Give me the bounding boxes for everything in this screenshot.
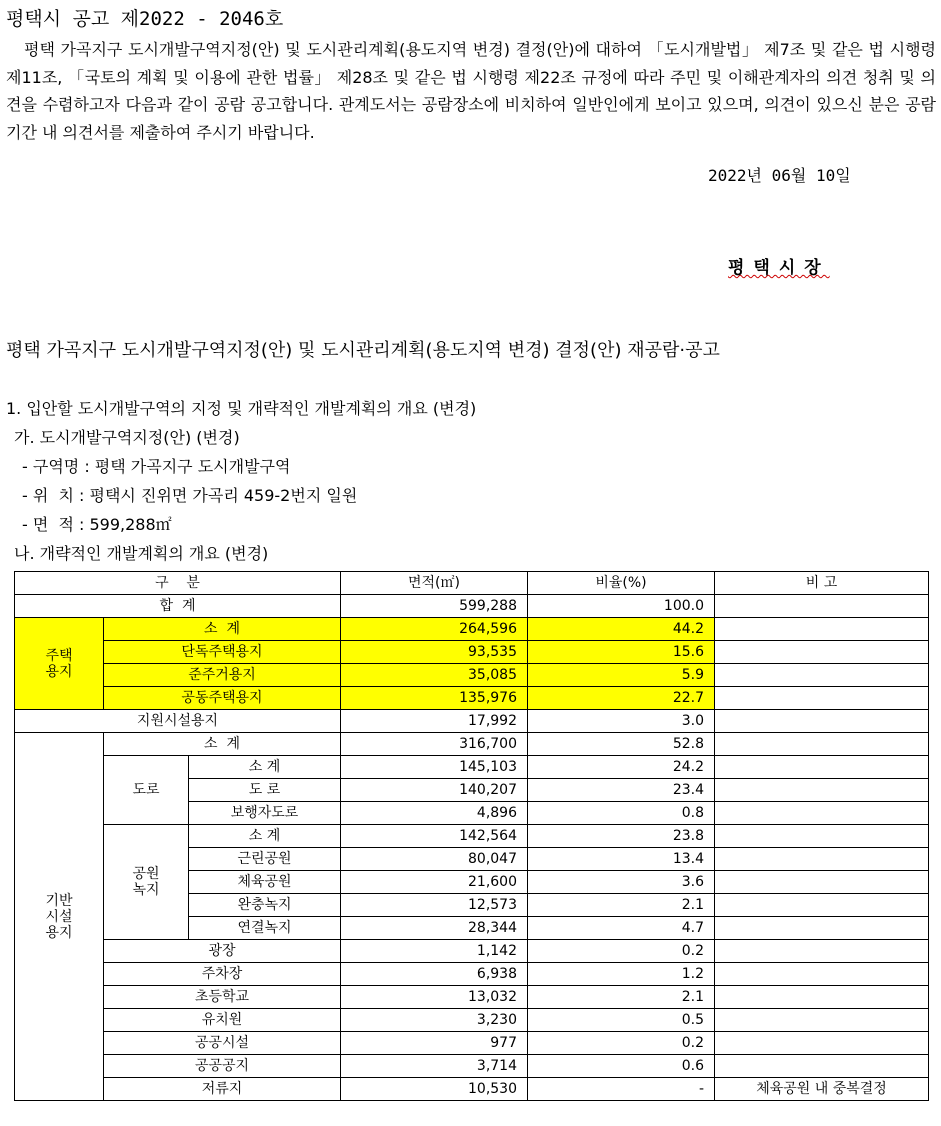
- row-label: 지원시설용지: [15, 710, 341, 733]
- table-row: [15, 1055, 929, 1078]
- row-area: 145,103: [341, 756, 528, 779]
- row-note: [715, 917, 929, 940]
- row-area: 264,596: [341, 618, 528, 641]
- section1-sub-b: 나. 개략적인 개발계획의 개요 (변경): [14, 544, 269, 563]
- row-note: [715, 940, 929, 963]
- row-note: [715, 1009, 929, 1032]
- table-row: [15, 940, 929, 963]
- row-label: 합 계: [15, 595, 341, 618]
- row-note: [715, 733, 929, 756]
- row-area: 10,530: [341, 1078, 528, 1101]
- header-area: 면적(㎡): [341, 572, 528, 595]
- row-label: 준주거용지: [104, 664, 341, 687]
- row-label: 소 계: [104, 618, 341, 641]
- row-note: [715, 825, 929, 848]
- row-note: [715, 664, 929, 687]
- row-label: 주차장: [104, 963, 341, 986]
- row-area: 3,230: [341, 1009, 528, 1032]
- row-note: [715, 687, 929, 710]
- table-row: [15, 641, 929, 664]
- row-area: 599,288: [341, 595, 528, 618]
- row-ratio: 23.4: [528, 779, 715, 802]
- row-area: 1,142: [341, 940, 528, 963]
- notice-date: 2022년 06월 10일: [708, 166, 851, 185]
- group-housing-label: 주택 용지: [15, 618, 104, 710]
- row-area: 12,573: [341, 894, 528, 917]
- row-label: 유치원: [104, 1009, 341, 1032]
- table-row: [15, 1009, 929, 1032]
- row-label: 단독주택용지: [104, 641, 341, 664]
- row-area: 3,714: [341, 1055, 528, 1078]
- table-row: [15, 618, 929, 641]
- row-ratio: 100.0: [528, 595, 715, 618]
- group-park-label: 공원 녹지: [104, 825, 189, 940]
- row-label: 보행자도로: [189, 802, 341, 825]
- row-note: [715, 963, 929, 986]
- row-note: [715, 756, 929, 779]
- row-area: 28,344: [341, 917, 528, 940]
- row-area: 142,564: [341, 825, 528, 848]
- land-use-table: [14, 571, 929, 1101]
- table-row: [15, 595, 929, 618]
- row-ratio: 2.1: [528, 894, 715, 917]
- row-area: 93,535: [341, 641, 528, 664]
- row-label: 완충녹지: [189, 894, 341, 917]
- info-item: - 구역명 : 평택 가곡지구 도시개발구역: [22, 457, 291, 476]
- row-ratio: 1.2: [528, 963, 715, 986]
- row-ratio: 44.2: [528, 618, 715, 641]
- table-row: [15, 963, 929, 986]
- row-label: 체육공원: [189, 871, 341, 894]
- row-ratio: 3.0: [528, 710, 715, 733]
- row-note: [715, 779, 929, 802]
- row-label: 광장: [104, 940, 341, 963]
- row-ratio: 4.7: [528, 917, 715, 940]
- row-label: 저류지: [104, 1078, 341, 1101]
- row-note: [715, 1055, 929, 1078]
- header-category: 구 분: [15, 572, 341, 595]
- row-note: [715, 802, 929, 825]
- table-row: [15, 825, 929, 848]
- row-ratio: 0.5: [528, 1009, 715, 1032]
- row-note: [715, 595, 929, 618]
- row-label: 공공시설: [104, 1032, 341, 1055]
- section1-title: 1. 입안할 도시개발구역의 지정 및 개략적인 개발계획의 개요 (변경): [6, 399, 477, 418]
- row-ratio: 22.7: [528, 687, 715, 710]
- row-ratio: 0.2: [528, 940, 715, 963]
- group-infra-label: 기반 시설 용지: [15, 733, 104, 1101]
- table-row: [15, 986, 929, 1009]
- notice-signer: 평택시장: [728, 258, 830, 278]
- row-note: [715, 710, 929, 733]
- row-label: 근린공원: [189, 848, 341, 871]
- row-area: 17,992: [341, 710, 528, 733]
- row-label: 소 계: [189, 756, 341, 779]
- row-note: [715, 871, 929, 894]
- row-note: 체육공원 내 중복결정: [715, 1078, 929, 1101]
- row-ratio: 24.2: [528, 756, 715, 779]
- row-area: 4,896: [341, 802, 528, 825]
- row-note: [715, 1032, 929, 1055]
- row-note: [715, 848, 929, 871]
- row-note: [715, 986, 929, 1009]
- table-row: [15, 664, 929, 687]
- row-label: 소 계: [104, 733, 341, 756]
- row-area: 6,938: [341, 963, 528, 986]
- notice-body: 평택 가곡지구 도시개발구역지정(안) 및 도시관리계획(용도지역 변경) 결정(안)에 대하여 「도시개발법」 제7조 및 같은 법 시행령 제11조, 「국토의 계획 및 이용에 관한 법률」 제28조 및 같은 법 시행령 제22조 규정에 따라 주민 및 이해관계자의 의견 청취 및 의견을 수렴하고자 다음과 같이 공람 공고합니다. 관계도서는 공람장소에 비치하여 일반인에게 보이고 있으며, 의견이 있으신 분은 공람기간 내 의견서를 제출하여 주시기 바랍니다.: [6, 40, 936, 142]
- row-area: 316,700: [341, 733, 528, 756]
- table-row: [15, 1032, 929, 1055]
- table-row: [15, 710, 929, 733]
- row-ratio: 0.8: [528, 802, 715, 825]
- table-row: [15, 1078, 929, 1101]
- table-header-row: [15, 572, 929, 595]
- row-note: [715, 641, 929, 664]
- header-ratio: 비율(%): [528, 572, 715, 595]
- group-road-label: 도로: [104, 756, 189, 825]
- row-ratio: -: [528, 1078, 715, 1101]
- row-ratio: 0.2: [528, 1032, 715, 1055]
- row-area: 135,976: [341, 687, 528, 710]
- row-ratio: 5.9: [528, 664, 715, 687]
- header-note: 비 고: [715, 572, 929, 595]
- row-note: [715, 894, 929, 917]
- row-label: 공동주택용지: [104, 687, 341, 710]
- row-area: 35,085: [341, 664, 528, 687]
- row-label: 초등학교: [104, 986, 341, 1009]
- row-area: 80,047: [341, 848, 528, 871]
- row-ratio: 15.6: [528, 641, 715, 664]
- row-label: 연결녹지: [189, 917, 341, 940]
- row-ratio: 3.6: [528, 871, 715, 894]
- row-ratio: 23.8: [528, 825, 715, 848]
- table-row: [15, 733, 929, 756]
- row-label: 도 로: [189, 779, 341, 802]
- info-item: - 위 치 : 평택시 진위면 가곡리 459-2번지 일원: [22, 486, 358, 505]
- table-row: [15, 756, 929, 779]
- row-ratio: 52.8: [528, 733, 715, 756]
- row-area: 977: [341, 1032, 528, 1055]
- row-label: 공공공지: [104, 1055, 341, 1078]
- info-item: - 면 적 : 599,288㎡: [22, 515, 172, 534]
- row-ratio: 2.1: [528, 986, 715, 1009]
- table-row: [15, 687, 929, 710]
- section1-sub-a: 가. 도시개발구역지정(안) (변경): [14, 428, 240, 447]
- row-ratio: 13.4: [528, 848, 715, 871]
- row-area: 13,032: [341, 986, 528, 1009]
- row-area: 140,207: [341, 779, 528, 802]
- row-ratio: 0.6: [528, 1055, 715, 1078]
- row-area: 21,600: [341, 871, 528, 894]
- row-label: 소 계: [189, 825, 341, 848]
- section-heading: 평택 가곡지구 도시개발구역지정(안) 및 도시관리계획(용도지역 변경) 결정(안) 재공람·공고: [6, 340, 720, 361]
- notice-number: 평택시 공고 제2022 - 2046호: [6, 8, 284, 30]
- row-note: [715, 618, 929, 641]
